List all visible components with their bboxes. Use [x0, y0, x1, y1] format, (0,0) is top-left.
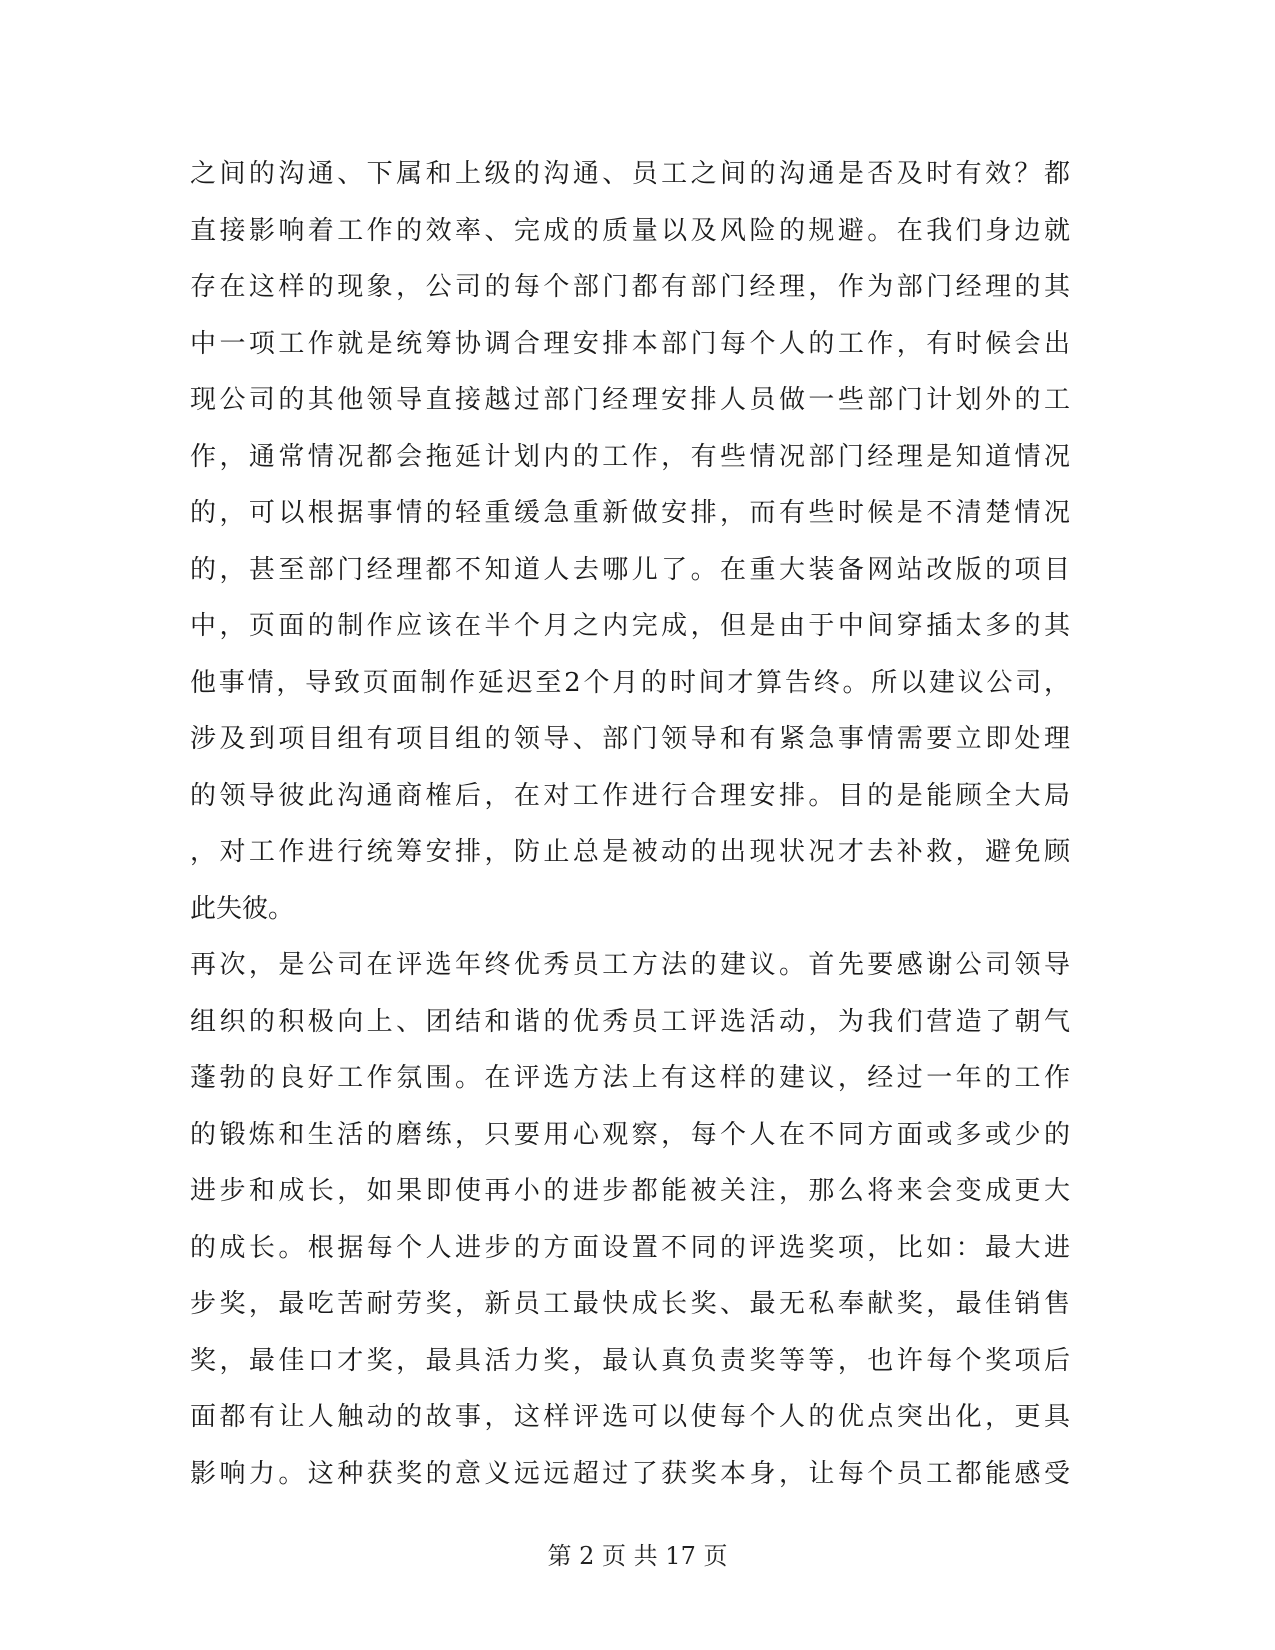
text-line: 面都有让人触动的故事，这样评选可以使每个人的优点突出化，更具 [190, 1402, 1070, 1432]
text-line: 影响力。这种获奖的意义远远超过了获奖本身，让每个员工都能感受 [190, 1458, 1070, 1489]
text-line: 作，通常情况都会拖延计划内的工作，有些情况部门经理是知道情况 [190, 441, 1070, 472]
text-line: 的成长。根据每个人进步的方面设置不同的评选奖项，比如：最大进 [190, 1232, 1070, 1263]
text-line: 再次，是公司在评选年终优秀员工方法的建议。首先要感谢公司领导 [190, 950, 1070, 980]
text-line: 的锻炼和生活的磨练，只要用心观察，每个人在不同方面或多或少的 [190, 1119, 1070, 1150]
text-line: 现公司的其他领导直接越过部门经理安排人员做一些部门计划外的工 [190, 385, 1070, 415]
text-line: 的，甚至部门经理都不知道人去哪儿了。在重大装备网站改版的项目 [190, 554, 1070, 585]
text-line: 的，可以根据事情的轻重缓急重新做安排，而有些时候是不清楚情况 [190, 498, 1070, 528]
text-line: 涉及到项目组有项目组的领导、部门领导和有紧急事情需要立即处理 [190, 724, 1070, 754]
text-line: 进步和成长，如果即使再小的进步都能被关注，那么将来会变成更大 [190, 1176, 1070, 1206]
text-line: 直接影响着工作的效率、完成的质量以及风险的规避。在我们身边就 [190, 215, 1070, 246]
text-line: 中，页面的制作应该在半个月之内完成，但是由于中间穿插太多的其 [190, 611, 1070, 641]
text-line: 的领导彼此沟通商榷后，在对工作进行合理安排。目的是能顾全大局 [190, 780, 1070, 811]
text-line: 组织的积极向上、团结和谐的优秀员工评选活动，为我们营造了朝气 [190, 1006, 1070, 1037]
text-line: 存在这样的现象，公司的每个部门都有部门经理，作为部门经理的其 [190, 272, 1070, 302]
text-line: 蓬勃的良好工作氛围。在评选方法上有这样的建议，经过一年的工作 [190, 1063, 1070, 1093]
text-line: 之间的沟通、下属和上级的沟通、员工之间的沟通是否及时有效？都 [190, 159, 1070, 189]
text-line: 步奖，最吃苦耐劳奖，新员工最快成长奖、最无私奉献奖，最佳销售 [190, 1289, 1070, 1319]
text-line: 此失彼。 [190, 893, 295, 924]
text-line: 他事情，导致页面制作延迟至2个月的时间才算告终。所以建议公司， [190, 667, 1070, 698]
text-line: 奖，最佳口才奖，最具活力奖，最认真负责奖等等，也许每个奖项后 [190, 1345, 1070, 1376]
page-footer [0, 1540, 1275, 1572]
body-text [190, 146, 1070, 1502]
page-number-label: 第 2 页 共 17 页 [547, 1542, 728, 1570]
text-line: ，对工作进行统筹安排，防止总是被动的出现状况才去补救，避免顾 [190, 837, 1070, 867]
text-line: 中一项工作就是统筹协调合理安排本部门每个人的工作，有时候会出 [190, 328, 1070, 359]
